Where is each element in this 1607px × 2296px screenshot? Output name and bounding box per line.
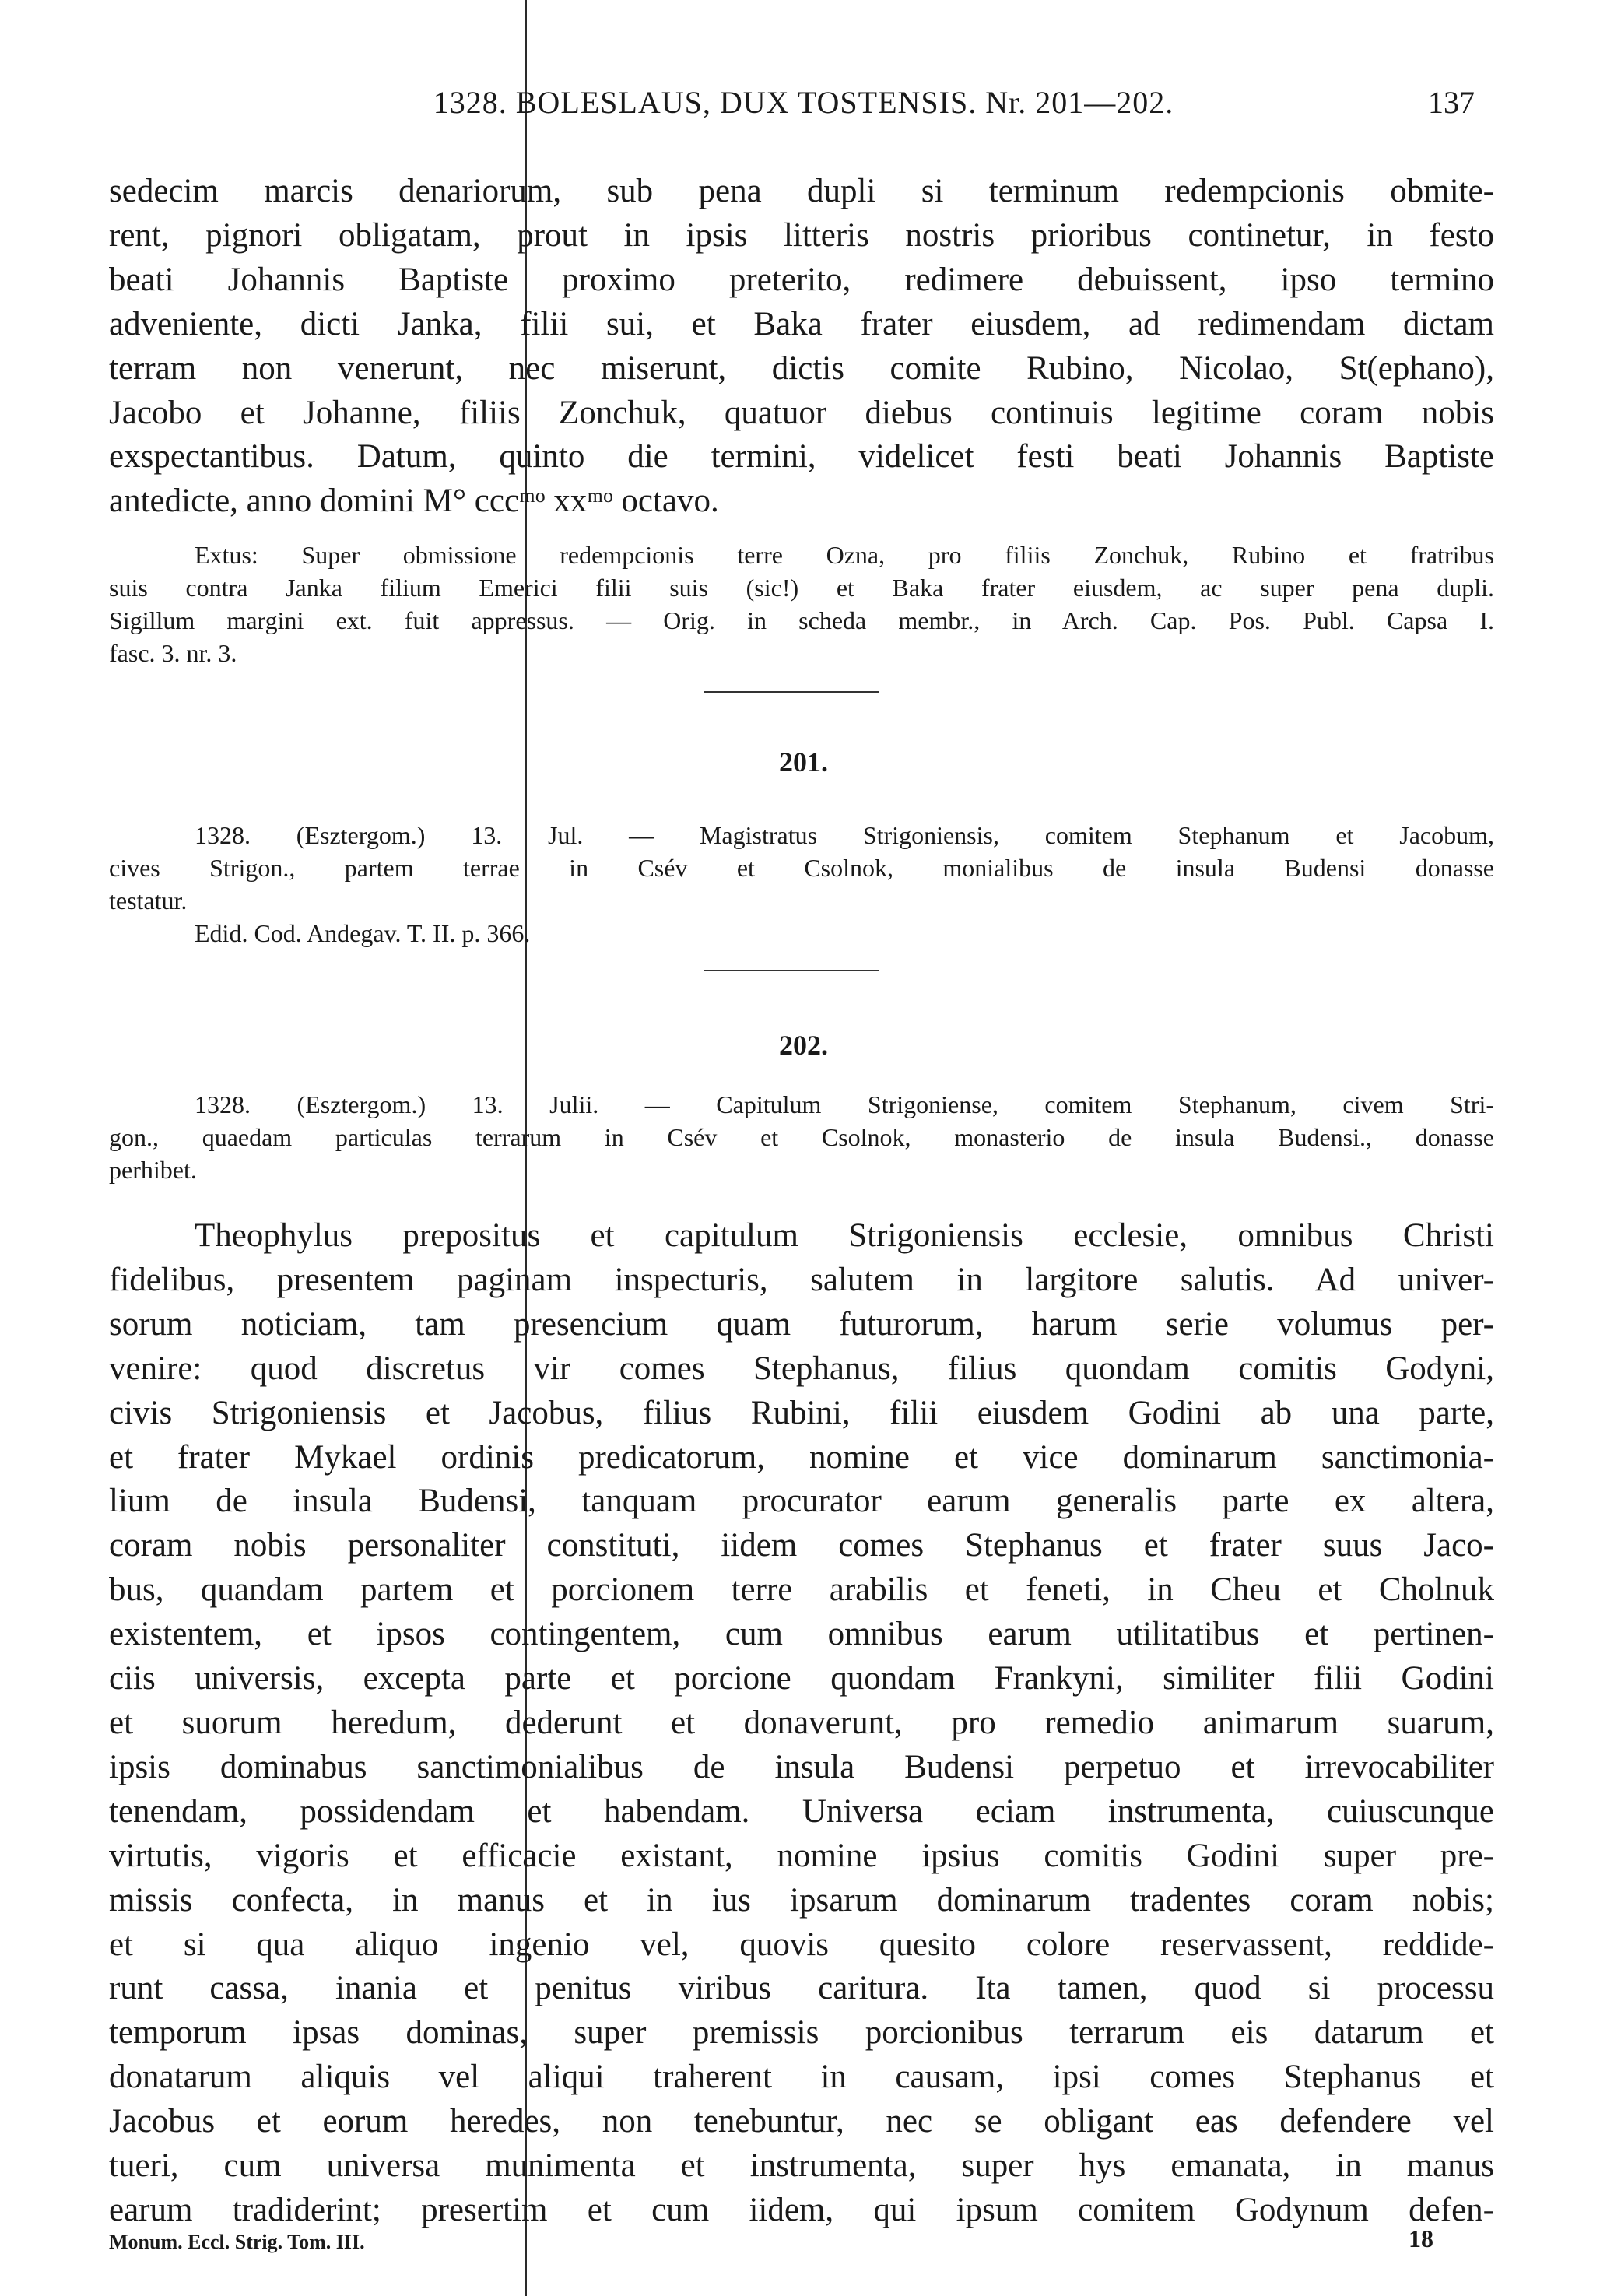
text-line: et si qua aliquo ingenio vel, quovis quesito colore reservassent, reddide-	[109, 1926, 1494, 1963]
text-line: Jacobus et eorum heredes, non tenebuntur, nec se obligant eas defendere vel	[109, 2103, 1494, 2140]
regest-201	[109, 819, 1494, 950]
text-line: ipsis dominabus sanctimonialibus de insula Budensi perpetuo et irrevocabiliter	[109, 1748, 1494, 1785]
text-line: missis confecta, in manus et in ius ipsarum dominarum tradentes coram nobis;	[109, 1881, 1494, 1919]
text-line: temporum ipsas dominas, super premissis porcionibus terrarum eis datarum et	[109, 2014, 1494, 2052]
text-line: coram nobis personaliter constituti, iidem comes Stephanus et frater suus Jaco-	[109, 1527, 1494, 1564]
text-line: antedicte, anno domini M° cccᵐᵒ xxᵐᵒ octavo.	[109, 483, 719, 520]
document-number-202: 202.	[779, 1030, 828, 1061]
regest-line: 1328. (Esztergom.) 13. Jul. — Magistratus Strigoniensis, comitem Stephanum et Jacobum,	[195, 821, 1494, 849]
text-line: adveniente, dicti Janka, filii sui, et Baka frater eiusdem, ad redimendam dictam	[109, 305, 1494, 342]
regest-line: gon., quaedam particulas terrarum in Csév et Csolnok, monasterio de insula Budensi., donasse	[109, 1123, 1494, 1151]
note-line: Sigillum margini ext. fuit appressus. — Orig. in scheda membr., in Arch. Cap. Pos. Publ. Capsa I.	[109, 606, 1494, 634]
text-line: earum tradiderint; presertim et cum iidem, qui ipsum comitem Godynum defen-	[109, 2191, 1494, 2228]
note-line: suis contra Janka filium Emerici filii suis (sic!) et Baka frater eiusdem, ac super pena dupli.	[109, 574, 1494, 602]
text-line: sedecim marcis denariorum, sub pena dupli si terminum redempcionis obmite-	[109, 173, 1494, 209]
note-line: Extus: Super obmissione redempcionis terre Ozna, pro filiis Zonchuk, Rubino et fratribus	[195, 541, 1494, 569]
text-line: terram non venerunt, nec miserunt, dictis comite Rubino, Nicolao, St(ephano),	[109, 349, 1494, 387]
gathering-number: 18	[1409, 2224, 1433, 2252]
regest-line: 1328. (Esztergom.) 13. Julii. — Capitulum Strigoniense, comitem Stephanum, civem Stri-	[195, 1090, 1494, 1118]
text-line: Jacobo et Johanne, filiis Zonchuk, quatuor diebus continuis legitime coram nobis	[109, 394, 1494, 431]
text-line: tueri, cum universa munimenta et instrumenta, super hys emanata, in manus	[109, 2147, 1494, 2185]
text-line: civis Strigoniensis et Jacobus, filius Rubini, filii eiusdem Godini ab una parte,	[109, 1394, 1494, 1431]
edition-note: Edid. Cod. Andegav. T. II. p. 366.	[195, 919, 531, 947]
regest-line: perhibet.	[109, 1156, 197, 1184]
regest-202	[109, 1088, 1494, 1186]
text-line: Theophylus prepositus et capitulum Strigoniensis ecclesie, omnibus Christi	[195, 1217, 1494, 1254]
text-line: sorum noticiam, tam presencium quam futurorum, harum serie volumus per-	[109, 1305, 1494, 1343]
note-line: fasc. 3. nr. 3.	[109, 639, 237, 667]
regest-line: testatur.	[109, 886, 188, 915]
text-line: venire: quod discretus vir comes Stephanus, filius quondam comitis Godyni,	[109, 1350, 1494, 1387]
signature-mark: Monum. Eccl. Strig. Tom. III.	[109, 2231, 365, 2253]
text-line: beati Johannis Baptiste proximo preterito, redimere debuissent, ipso termino	[109, 261, 1494, 298]
text-line: rent, pignori obligatam, prout in ipsis litteris nostris prioribus continetur, in festo	[109, 216, 1494, 254]
document-202-text	[109, 1214, 1494, 2233]
text-line: existentem, et ipsos contingentem, cum omnibus earum utilitatibus et pertinen-	[109, 1616, 1494, 1653]
text-line: virtutis, vigoris et efficacie existant, nomine ipsius comitis Godini super pre-	[109, 1837, 1494, 1874]
running-header	[0, 84, 1607, 131]
text-line: et frater Mykael ordinis predicatorum, nomine et vice dominarum sanctimonia-	[109, 1438, 1494, 1476]
text-line: bus, quandam partem et porcionem terre arabilis et feneti, in Cheu et Cholnuk	[109, 1571, 1494, 1609]
text-line: runt cassa, inania et penitus viribus caritura. Ita tamen, quod si processu	[109, 1970, 1494, 2007]
text-line: ciis universis, excepta parte et porcione quondam Frankyni, similiter filii Godini	[109, 1660, 1494, 1697]
regest-line: cives Strigon., partem terrae in Csév et Csolnok, monialibus de insula Budensi donasse	[109, 854, 1494, 882]
text-line: et suorum heredum, dederunt et donaverunt, pro remedio animarum suarum,	[109, 1704, 1494, 1741]
page-number: 137	[1428, 85, 1475, 120]
section-rule	[704, 970, 879, 971]
text-line: lium de insula Budensi, tanquam procurator earum generalis parte ex altera,	[109, 1483, 1494, 1520]
text-line: fidelibus, presentem paginam inspecturis, salutem in largitore salutis. Ad univer-	[109, 1261, 1494, 1298]
document-number-201: 201.	[779, 746, 828, 778]
text-line: exspectantibus. Datum, quinto die termini, videlicet festi beati Johannis Baptiste	[109, 438, 1494, 476]
continued-document-text	[109, 170, 1494, 524]
text-line: tenendam, possidendam et habendam. Universa eciam instrumenta, cuiuscunque	[109, 1792, 1494, 1830]
section-rule	[704, 691, 879, 693]
running-title: 1328. BOLESLAUS, DUX TOSTENSIS. Nr. 201—202.	[433, 85, 1174, 120]
archival-note	[109, 539, 1494, 669]
text-line: donatarum aliquis vel aliqui traherent in causam, ipsi comes Stephanus et	[109, 2059, 1494, 2096]
